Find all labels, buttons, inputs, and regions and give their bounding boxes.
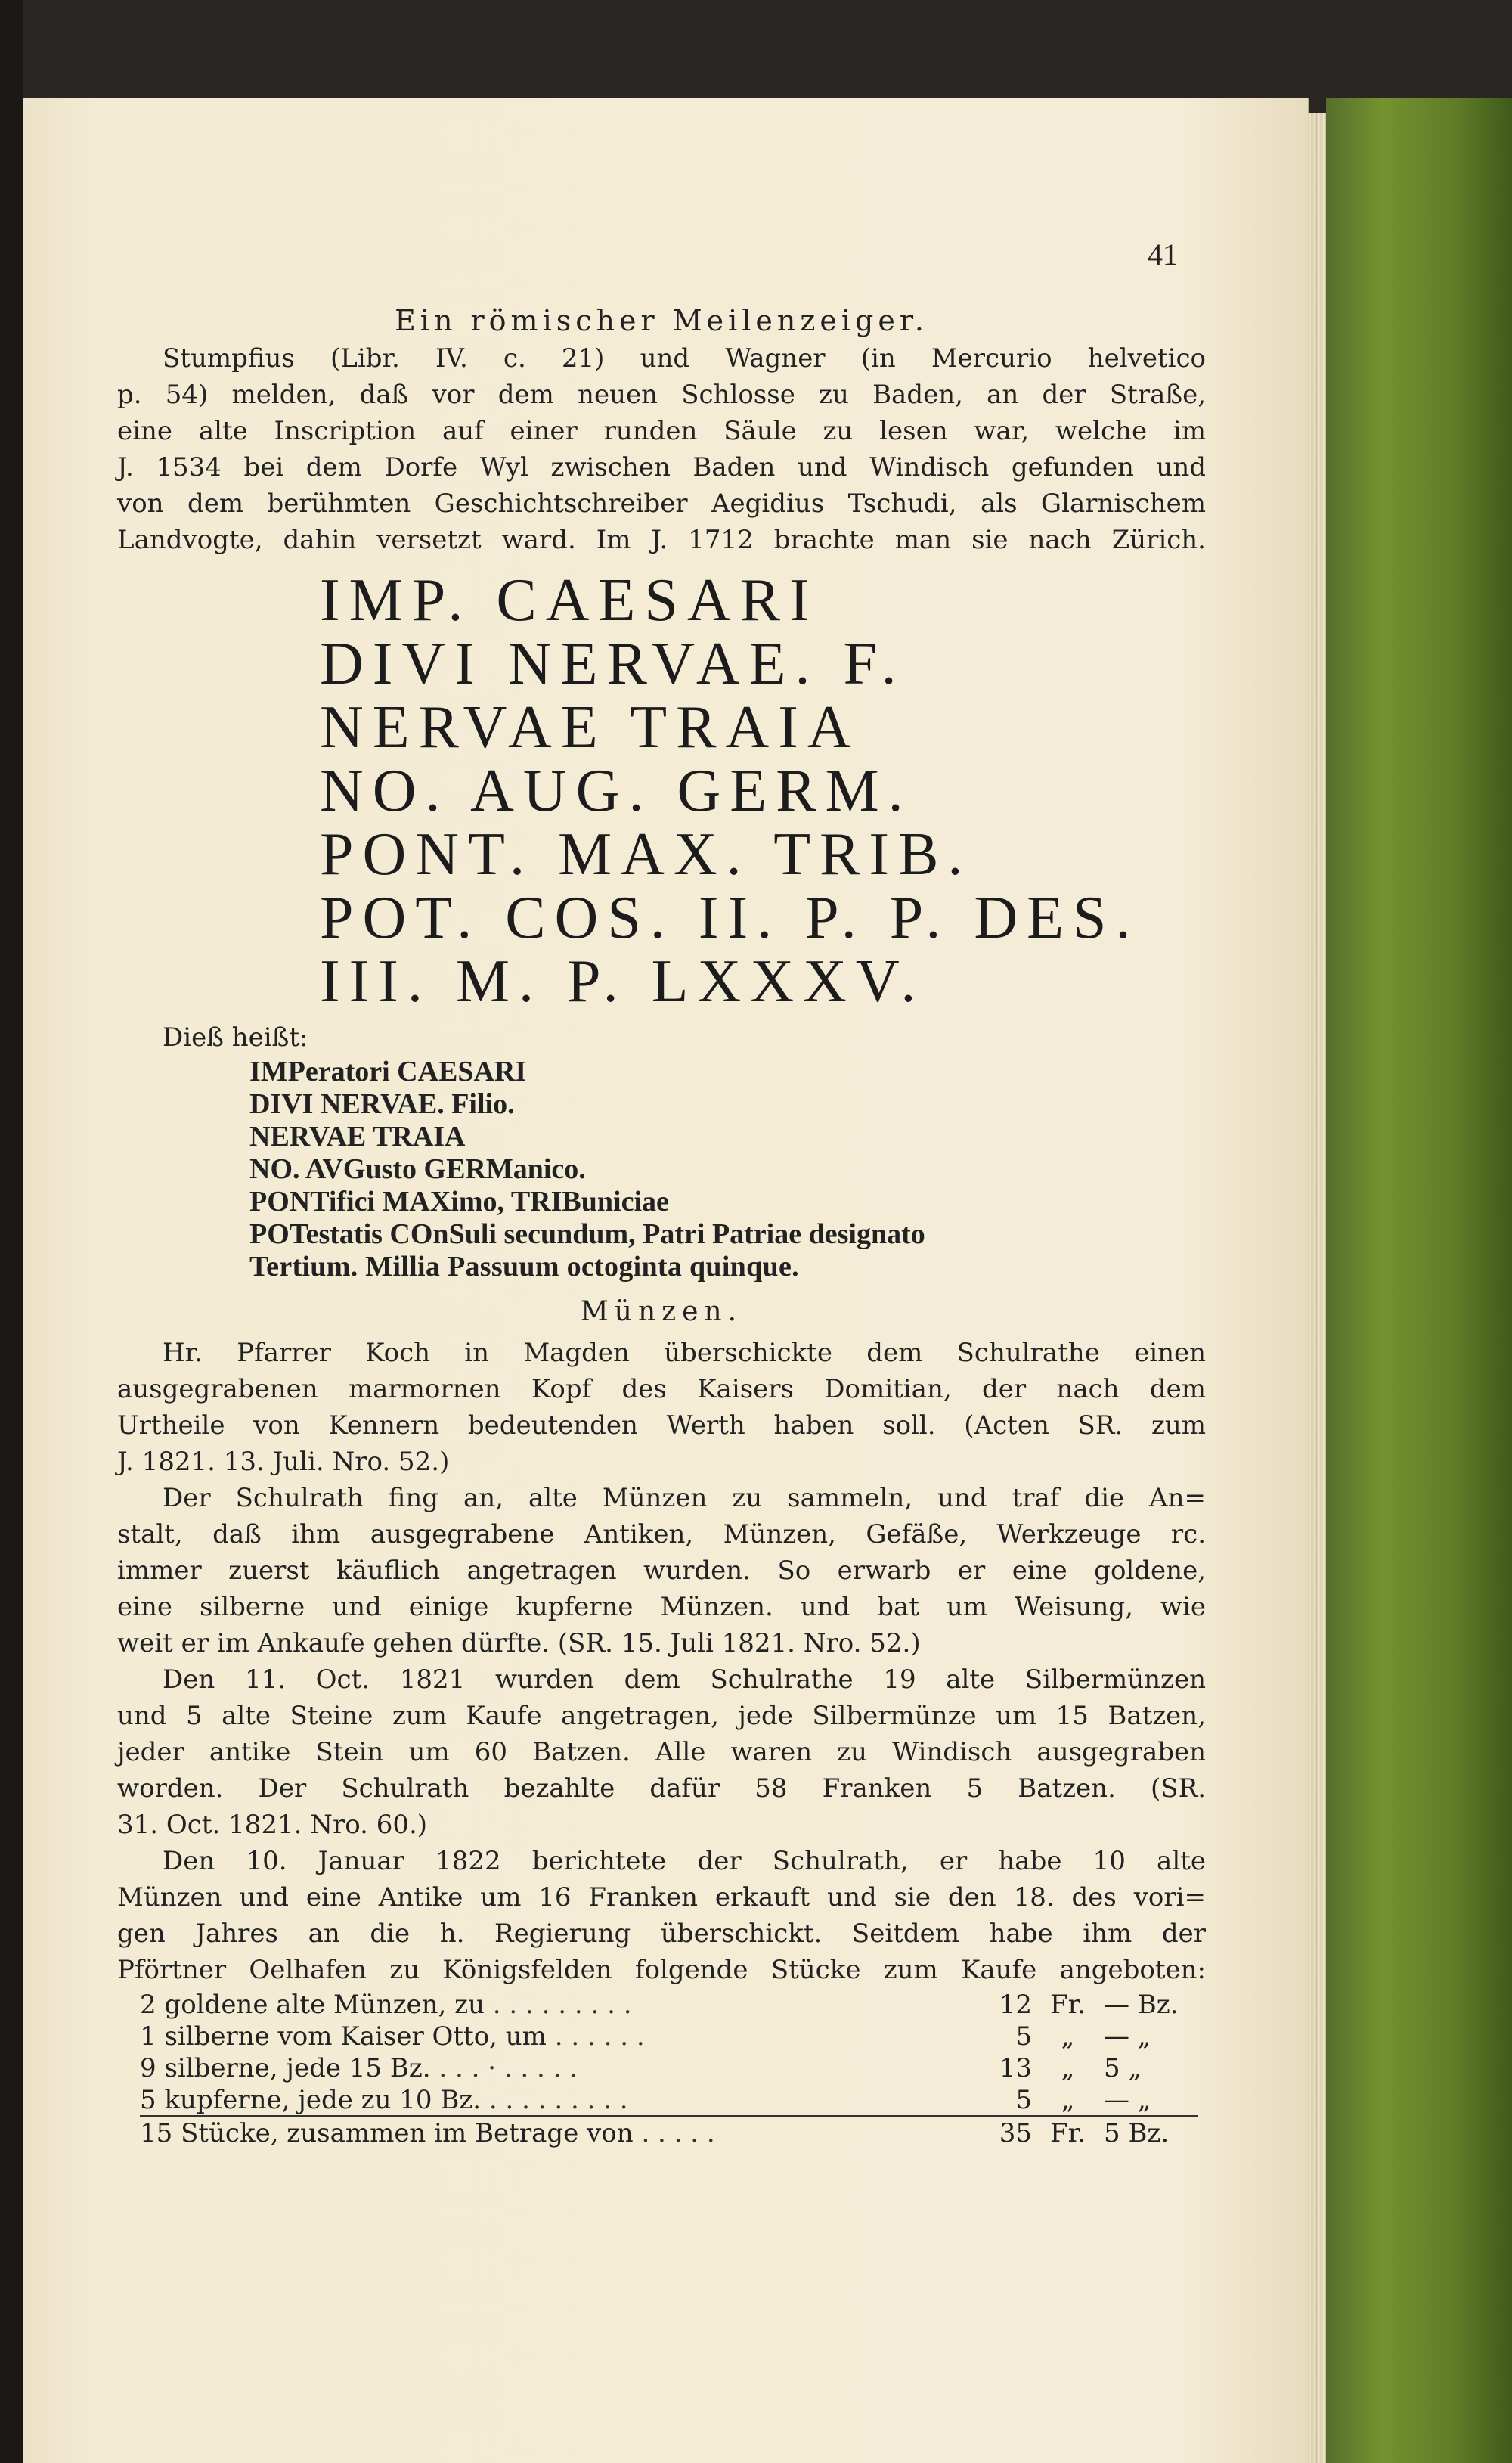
coin-description: 2 goldene alte Münzen, zu	[140, 1990, 485, 2020]
text-line: weit er im Ankaufe gehen dürfte. (SR. 15. Juli 1821. Nro. 52.)	[117, 1628, 921, 1658]
green-bookmark-ribbon	[1326, 98, 1512, 2463]
text-line: J. 1534 bei dem Dorfe Wyl zwischen Baden und Windisch gefunden und	[117, 452, 1206, 482]
text-line: Landvogte, dahin versetzt ward. Im J. 1712 brachte man sie nach Zürich.	[117, 525, 1206, 555]
translation-line: PONTifici MAXimo, TRIBuniciae	[249, 1186, 669, 1218]
text-line: Stumpfius (Libr. IV. c. 21) und Wagner (in Mercurio helvetico	[163, 343, 1206, 374]
text-line: stalt, daß ihm ausgegrabene Antiken, Münzen, Gefäße, Werkzeuge rc.	[117, 1519, 1206, 1549]
text-line: von dem berühmten Geschichtschreiber Aegidius Tschudi, als Glarnischem	[117, 489, 1206, 519]
translation-line: NERVAE TRAIA	[249, 1121, 466, 1152]
paragraph-jan-1822	[117, 1843, 1206, 1988]
table-row	[140, 1988, 1198, 2020]
coin-price-table	[140, 1988, 1198, 2148]
translation-line: DIVI NERVAE. Filio.	[249, 1088, 515, 1120]
leader-dots: . . . . . . . . .	[492, 1990, 632, 2020]
leader-dots: . . . . . . . . .	[488, 2085, 628, 2115]
text-line: Pförtner Oelhafen zu Königsfelden folgende Stücke zum Kaufe angeboten:	[117, 1955, 1206, 1985]
coin-description: 9 silberne, jede 15 Bz.	[140, 2053, 431, 2083]
coin-unit: „	[1061, 2053, 1075, 2083]
text-line: Den 11. Oct. 1821 wurden dem Schulrathe 19 alte Silbermünzen	[163, 1664, 1206, 1695]
paragraph-oct-1821	[117, 1661, 1206, 1843]
inscription-line: DIVI NERVAE. F.	[320, 631, 906, 697]
coin-unit: „	[1061, 2021, 1075, 2052]
inscription-line: NERVAE TRAIA	[320, 694, 860, 761]
table-row	[140, 2052, 1198, 2083]
inscription-line: III. M. P. LXXXV.	[320, 948, 925, 1015]
text-line: eine alte Inscription auf einer runden Säule zu lesen war, welche im	[117, 416, 1206, 446]
text-line: ausgegrabenen marmornen Kopf des Kaisers Domitian, der nach dem	[117, 1374, 1206, 1404]
text-line: Münzen und eine Antike um 16 Franken erkauft und sie den 18. des vori=	[117, 1882, 1206, 1912]
coin-description: 5 kupferne, jede zu 10 Bz.	[140, 2085, 482, 2115]
coin-amount: 13	[999, 2053, 1032, 2083]
coin-batzen: — „	[1104, 2021, 1151, 2052]
text-line: eine silberne und einige kupferne Münzen. und bat um Weisung, wie	[117, 1592, 1206, 1622]
coin-amount: 5	[1015, 2085, 1032, 2115]
table-row	[140, 2020, 1198, 2052]
paragraph-koch	[117, 1335, 1206, 1480]
translation-line: NO. AVGusto GERManico.	[249, 1153, 586, 1185]
text-line: Den 10. Januar 1822 berichtete der Schulrath, er habe 10 alte	[163, 1846, 1206, 1876]
coin-batzen: — Bz.	[1104, 1990, 1179, 2020]
text-line: J. 1821. 13. Juli. Nro. 52.)	[117, 1447, 450, 1477]
text-line: jeder antike Stein um 60 Batzen. Alle waren zu Windisch ausgegraben	[117, 1737, 1206, 1767]
text-line: p. 54) melden, daß vor dem neuen Schlosse zu Baden, an der Straße,	[117, 380, 1206, 410]
inscription-line: PONT. MAX. TRIB.	[320, 821, 972, 888]
latin-inscription	[117, 569, 1206, 1013]
inscription-line: NO. AUG. GERM.	[320, 758, 912, 824]
paragraph-schulrath	[117, 1480, 1206, 1661]
total-unit: Fr.	[1032, 2116, 1104, 2148]
coin-description: 1 silberne vom Kaiser Otto, um	[140, 2021, 547, 2052]
spine-shadow	[0, 0, 23, 2463]
text-line: Der Schulrath fing an, alte Münzen zu sammeln, und traf die An=	[163, 1483, 1206, 1513]
page-text	[117, 212, 1206, 2148]
inscription-line: IMP. CAESARI	[320, 567, 819, 634]
coin-amount: 5	[1015, 2021, 1032, 2052]
page-number: 41	[1148, 237, 1178, 271]
total-description: 15 Stücke, zusammen im Betrage von	[140, 2118, 634, 2148]
text-line: und 5 alte Steine zum Kaufe angetragen, jede Silbermünze um 15 Batzen,	[117, 1701, 1206, 1731]
meaning-label: Dieß heißt:	[163, 1022, 308, 1053]
inscription-line: POT. COS. II. P. P. DES.	[320, 885, 1140, 951]
total-batzen: 5 Bz.	[1104, 2116, 1198, 2148]
translation-line: IMPeratori CAESARI	[249, 1056, 527, 1087]
intro-paragraph	[117, 340, 1206, 558]
coin-unit: Fr.	[1050, 1990, 1086, 2020]
leader-dots: . . . · . . . . .	[438, 2053, 578, 2083]
page-edges	[1308, 113, 1326, 2463]
coin-batzen: — „	[1104, 2085, 1151, 2115]
leader-dots: . . . . . .	[554, 2021, 645, 2052]
translation-line: POTestatis COnSuli secundum, Patri Patriae designato	[249, 1218, 925, 1250]
inscription-translation	[117, 1056, 1206, 1283]
table-total-row	[140, 2116, 1198, 2148]
coin-batzen: 5 „	[1104, 2053, 1142, 2083]
text-line: immer zuerst käuflich angetragen wurden. So erwarb er eine goldene,	[117, 1556, 1206, 1586]
table-row	[140, 2083, 1198, 2116]
coins-heading: Münzen.	[580, 1296, 743, 1327]
total-amount: 35	[964, 2116, 1032, 2148]
text-line: gen Jahres an die h. Regierung überschickt. Seitdem habe ihm der	[117, 1919, 1206, 1949]
text-line: Hr. Pfarrer Koch in Magden überschickte dem Schulrathe einen	[163, 1338, 1206, 1368]
section-title: Ein römischer Meilenzeiger.	[395, 304, 928, 337]
translation-line: Tertium. Millia Passuum octoginta quinque.	[249, 1251, 799, 1283]
coin-amount: 12	[999, 1990, 1032, 2020]
leader-dots: . . . . .	[641, 2118, 715, 2148]
text-line: worden. Der Schulrath bezahlte dafür 58 Franken 5 Batzen. (SR.	[117, 1773, 1206, 1804]
text-line: Urtheile von Kennern bedeutenden Werth haben soll. (Acten SR. zum	[117, 1410, 1206, 1441]
text-line: 31. Oct. 1821. Nro. 60.)	[117, 1810, 428, 1840]
coin-unit: „	[1061, 2085, 1075, 2115]
